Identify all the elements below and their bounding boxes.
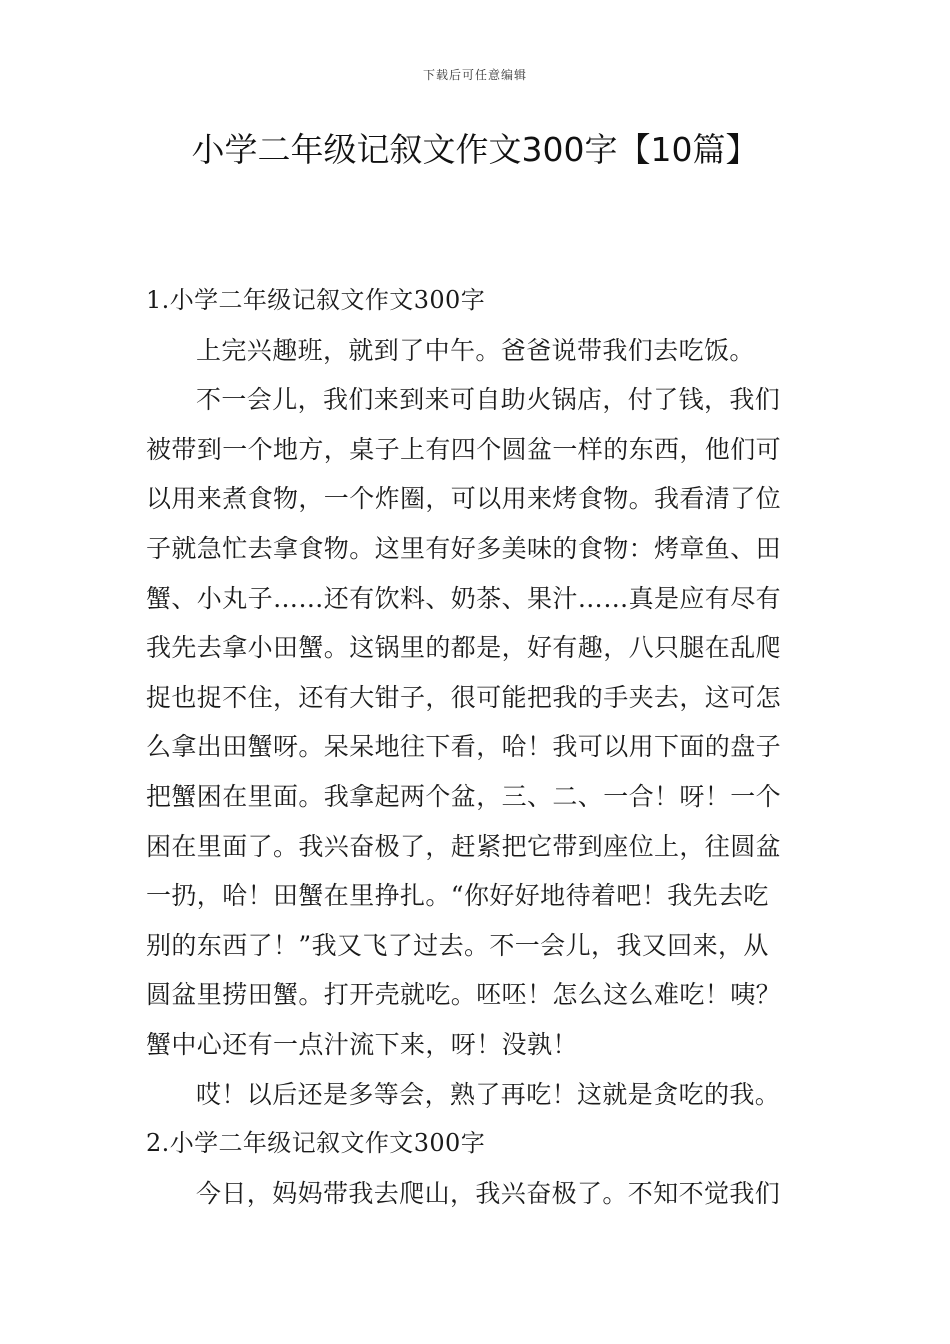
text-line: 别的东西了！”我又飞了过去。不一会儿，我又回来，从 [146, 930, 769, 960]
text-line: 把蟹困在里面。我拿起两个盆，三、二、一合！呀！一个 [146, 781, 782, 811]
text-line: 我先去拿小田蟹。这锅里的都是，好有趣，八只腿在乱爬 [146, 633, 782, 663]
text-line: 子就急忙去拿食物。这里有好多美味的食物：烤章鱼、田 [146, 533, 782, 563]
text-line: 圆盆里捞田蟹。打开壳就吃。呸呸！怎么这么难吃！咦？ [146, 980, 782, 1010]
section-heading: 2.小学二年级记叙文作文300字 [146, 1129, 486, 1158]
text-line: 捉也捉不住，还有大钳子，很可能把我的手夹去，这可怎 [146, 682, 782, 712]
text-line: 一扔，哈！田蟹在里挣扎。“你好好地待着吧！我先去吃 [146, 881, 769, 911]
text-line: 困在里面了。我兴奋极了，赶紧把它带到座位上，往圆盆 [146, 831, 782, 861]
text-line: 不一会儿，我们来到来可自助火锅店，付了钱，我们 [196, 385, 781, 415]
text-line: 上完兴趣班，就到了中午。爸爸说带我们去吃饭。 [196, 335, 755, 365]
text-line: 蟹、小丸子……还有饮料、奶茶、果汁……真是应有尽有 [146, 583, 782, 613]
text-line: 被带到一个地方，桌子上有四个圆盆一样的东西，他们可 [146, 434, 782, 464]
section-heading: 1.小学二年级记叙文作文300字 [146, 286, 486, 314]
text-line: 哎！以后还是多等会，熟了再吃！这就是贪吃的我。 [196, 1079, 781, 1109]
document-body [146, 276, 810, 1218]
document-title: 小学二年级记叙文作文300字【10篇】 [191, 130, 759, 169]
text-line: 蟹中心还有一点汁流下来，呀！没孰！ [146, 1029, 578, 1059]
text-line: 以用来煮食物，一个炸圈，可以用来烤食物。我看清了位 [146, 484, 782, 514]
text-line: 么拿出田蟹呀。呆呆地往下看，哈！我可以用下面的盘子 [146, 732, 782, 762]
header-note: 下载后可任意编辑 [422, 68, 527, 82]
text-line: 今日，妈妈带我去爬山，我兴奋极了。不知不觉我们 [196, 1178, 781, 1208]
